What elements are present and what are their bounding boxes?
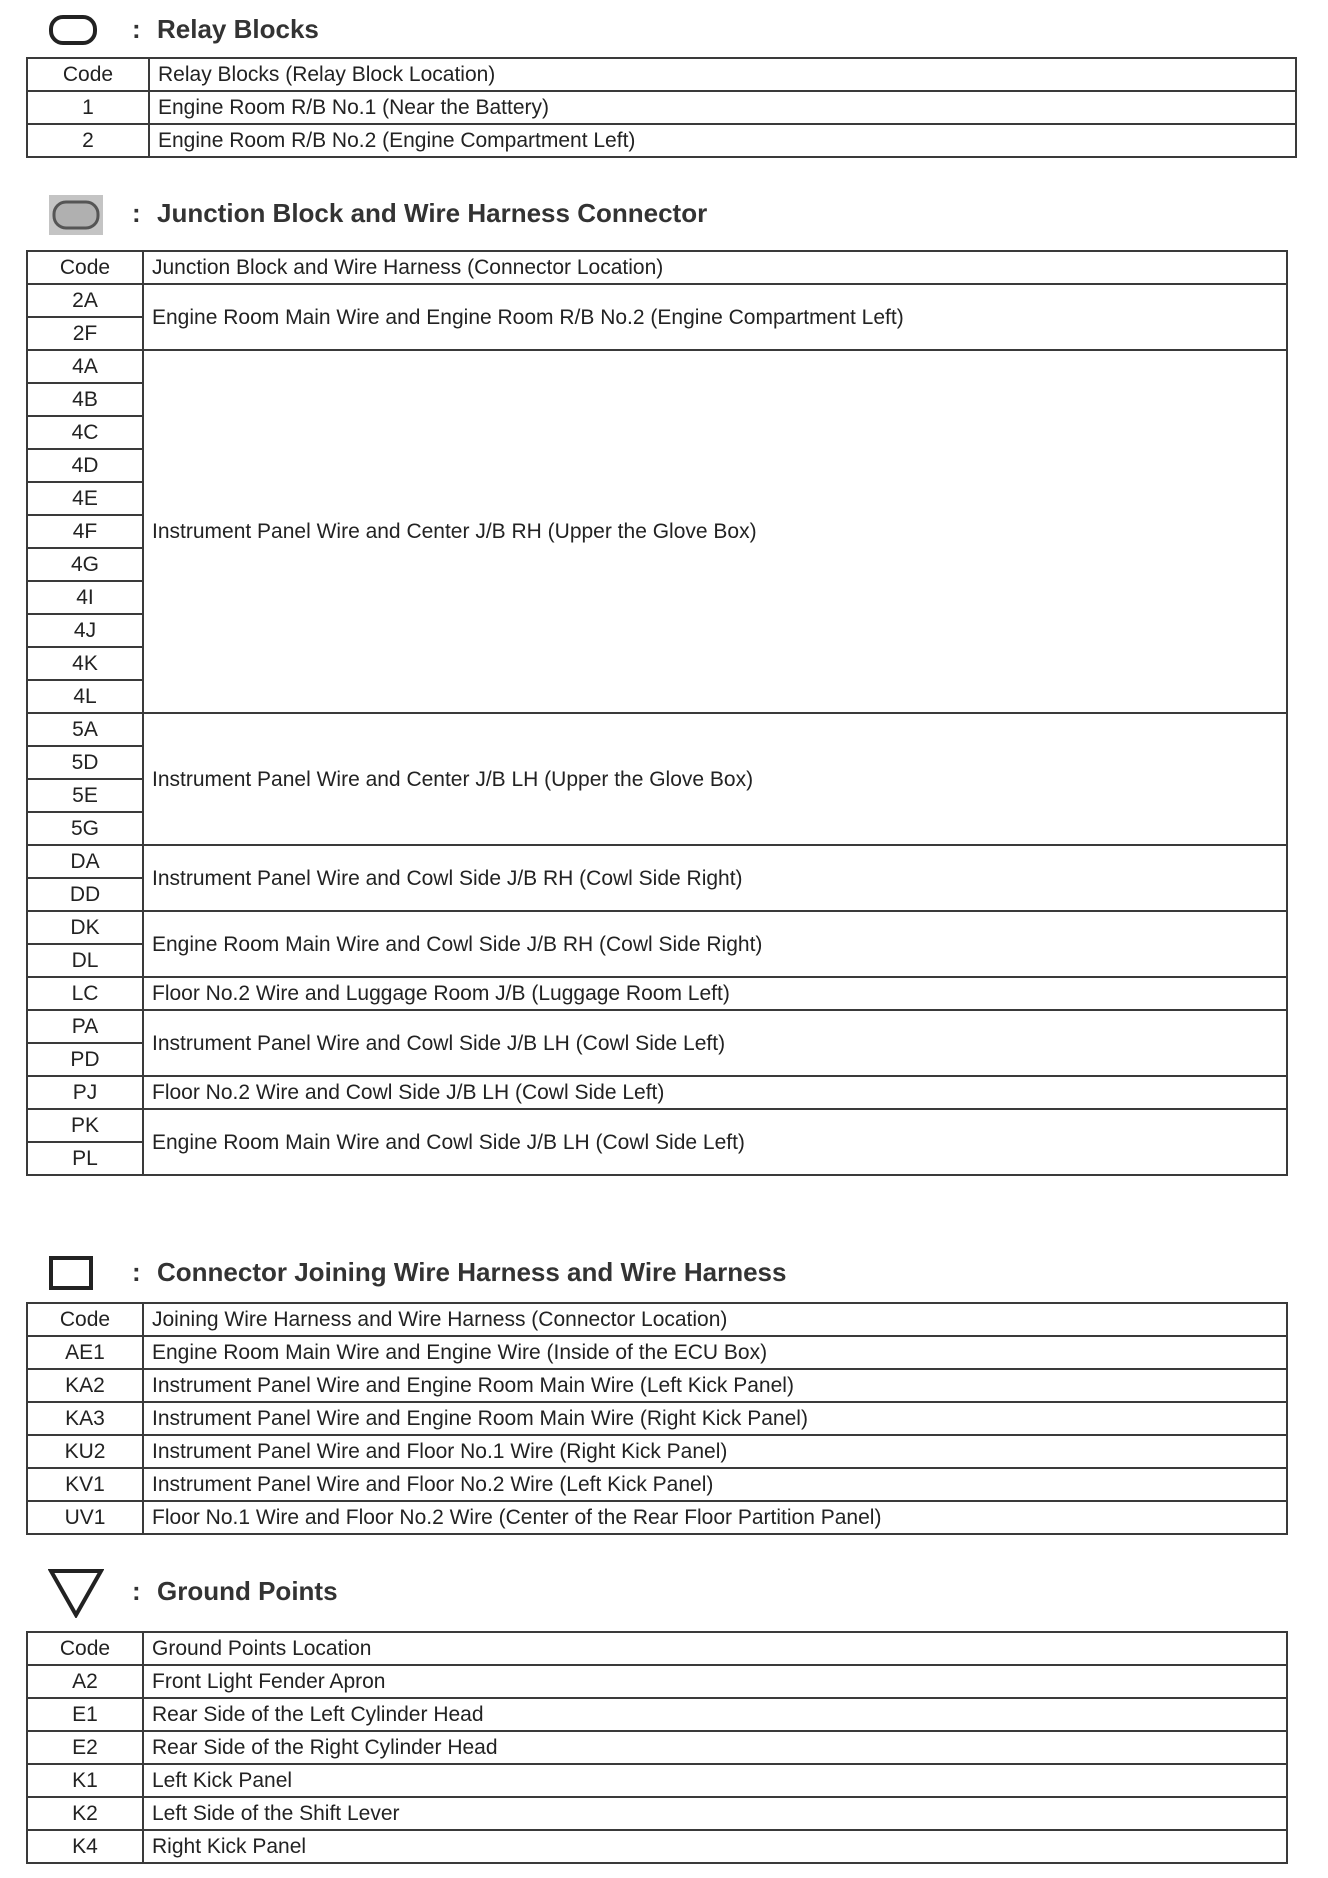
- rounded-rectangle-outline-icon: [48, 14, 98, 46]
- code-cell: 5E: [27, 779, 143, 812]
- code-cell: 5A: [27, 713, 143, 746]
- code-cell: UV1: [27, 1501, 143, 1534]
- description-cell: Instrument Panel Wire and Engine Room Main Wire (Left Kick Panel): [143, 1369, 1287, 1402]
- table-row: [27, 1336, 1287, 1369]
- square-outline-icon: [48, 1255, 94, 1291]
- table-row: [27, 977, 1287, 1010]
- table-row: [27, 1468, 1287, 1501]
- junction-block-table: [26, 250, 1288, 1176]
- shaded-rounded-rectangle-icon: [48, 194, 104, 236]
- table-header-row: [27, 58, 1296, 91]
- code-cell: PA: [27, 1010, 143, 1043]
- code-cell: AE1: [27, 1336, 143, 1369]
- table-row: [27, 284, 1287, 317]
- description-cell: Floor No.2 Wire and Cowl Side J/B LH (Cowl Side Left): [143, 1076, 1287, 1109]
- code-header: Code: [27, 1303, 143, 1336]
- table-row: [27, 1698, 1287, 1731]
- code-cell: 2: [27, 124, 149, 157]
- description-cell: Engine Room Main Wire and Engine Room R/B No.2 (Engine Compartment Left): [143, 284, 1287, 350]
- description-header: Ground Points Location: [143, 1632, 1287, 1665]
- code-cell: 4C: [27, 416, 143, 449]
- table-row: [27, 350, 1287, 383]
- table-row: [27, 845, 1287, 878]
- description-cell: Engine Room Main Wire and Cowl Side J/B RH (Cowl Side Right): [143, 911, 1287, 977]
- code-cell: DK: [27, 911, 143, 944]
- code-cell: DL: [27, 944, 143, 977]
- description-cell: Rear Side of the Left Cylinder Head: [143, 1698, 1287, 1731]
- description-cell: Instrument Panel Wire and Floor No.2 Wire (Left Kick Panel): [143, 1468, 1287, 1501]
- table-row: [27, 1830, 1287, 1863]
- code-cell: KA3: [27, 1402, 143, 1435]
- description-cell: Engine Room Main Wire and Engine Wire (Inside of the ECU Box): [143, 1336, 1287, 1369]
- description-cell: Floor No.1 Wire and Floor No.2 Wire (Center of the Rear Floor Partition Panel): [143, 1501, 1287, 1534]
- table-row: [27, 1076, 1287, 1109]
- code-cell: K2: [27, 1797, 143, 1830]
- description-cell: Left Kick Panel: [143, 1764, 1287, 1797]
- ground-points-table: [26, 1631, 1288, 1864]
- table-header-row: [27, 1632, 1287, 1665]
- code-cell: KA2: [27, 1369, 143, 1402]
- code-cell: E2: [27, 1731, 143, 1764]
- description-cell: Front Light Fender Apron: [143, 1665, 1287, 1698]
- code-cell: PK: [27, 1109, 143, 1142]
- table-header-row: [27, 251, 1287, 284]
- code-cell: DD: [27, 878, 143, 911]
- code-cell: 4J: [27, 614, 143, 647]
- code-header: Code: [27, 251, 143, 284]
- table-row: [27, 1665, 1287, 1698]
- code-cell: LC: [27, 977, 143, 1010]
- code-cell: K1: [27, 1764, 143, 1797]
- code-cell: 4L: [27, 680, 143, 713]
- description-cell: Rear Side of the Right Cylinder Head: [143, 1731, 1287, 1764]
- code-cell: PL: [27, 1142, 143, 1175]
- description-cell: Instrument Panel Wire and Cowl Side J/B LH (Cowl Side Left): [143, 1010, 1287, 1076]
- code-cell: 2A: [27, 284, 143, 317]
- description-cell: Engine Room R/B No.1 (Near the Battery): [149, 91, 1296, 124]
- table-row: [27, 1010, 1287, 1043]
- code-cell: 5D: [27, 746, 143, 779]
- code-cell: 4I: [27, 581, 143, 614]
- connector-colon: :: [132, 1257, 141, 1287]
- code-header: Code: [27, 1632, 143, 1665]
- code-cell: KV1: [27, 1468, 143, 1501]
- description-header: Joining Wire Harness and Wire Harness (Connector Location): [143, 1303, 1287, 1336]
- description-cell: Right Kick Panel: [143, 1830, 1287, 1863]
- code-cell: PJ: [27, 1076, 143, 1109]
- description-cell: Left Side of the Shift Lever: [143, 1797, 1287, 1830]
- table-row: [27, 713, 1287, 746]
- table-row: [27, 124, 1296, 157]
- code-cell: 4F: [27, 515, 143, 548]
- connector-table: [26, 1302, 1288, 1535]
- code-cell: 4A: [27, 350, 143, 383]
- code-cell: KU2: [27, 1435, 143, 1468]
- table-row: [27, 1402, 1287, 1435]
- description-cell: Instrument Panel Wire and Engine Room Main Wire (Right Kick Panel): [143, 1402, 1287, 1435]
- ground-points-title: Ground Points: [157, 1576, 338, 1606]
- junction-block-colon: :: [132, 198, 141, 228]
- description-header: Junction Block and Wire Harness (Connector Location): [143, 251, 1287, 284]
- description-cell: Instrument Panel Wire and Center J/B RH (Upper the Glove Box): [143, 350, 1287, 713]
- junction-block-title: Junction Block and Wire Harness Connector: [157, 198, 708, 228]
- relay-blocks-table: [26, 57, 1297, 158]
- code-cell: A2: [27, 1665, 143, 1698]
- table-row: [27, 1501, 1287, 1534]
- description-cell: Floor No.2 Wire and Luggage Room J/B (Luggage Room Left): [143, 977, 1287, 1010]
- code-header: Code: [27, 58, 149, 91]
- description-cell: Instrument Panel Wire and Cowl Side J/B RH (Cowl Side Right): [143, 845, 1287, 911]
- table-row: [27, 1764, 1287, 1797]
- table-row: [27, 1731, 1287, 1764]
- down-triangle-outline-icon: [48, 1568, 104, 1618]
- description-cell: Engine Room Main Wire and Cowl Side J/B LH (Cowl Side Left): [143, 1109, 1287, 1175]
- code-cell: 2F: [27, 317, 143, 350]
- table-row: [27, 1369, 1287, 1402]
- code-cell: DA: [27, 845, 143, 878]
- table-row: [27, 1109, 1287, 1142]
- relay-blocks-colon: :: [132, 14, 141, 44]
- table-row: [27, 911, 1287, 944]
- connector-title: Connector Joining Wire Harness and Wire Harness: [157, 1257, 787, 1287]
- code-cell: 4E: [27, 482, 143, 515]
- description-cell: Engine Room R/B No.2 (Engine Compartment Left): [149, 124, 1296, 157]
- code-cell: PD: [27, 1043, 143, 1076]
- description-header: Relay Blocks (Relay Block Location): [149, 58, 1296, 91]
- table-row: [27, 1797, 1287, 1830]
- description-cell: Instrument Panel Wire and Center J/B LH (Upper the Glove Box): [143, 713, 1287, 845]
- code-cell: 5G: [27, 812, 143, 845]
- relay-blocks-title: Relay Blocks: [157, 14, 319, 44]
- code-cell: 4B: [27, 383, 143, 416]
- code-cell: E1: [27, 1698, 143, 1731]
- table-row: [27, 91, 1296, 124]
- code-cell: 4D: [27, 449, 143, 482]
- table-header-row: [27, 1303, 1287, 1336]
- code-cell: 1: [27, 91, 149, 124]
- code-cell: 4K: [27, 647, 143, 680]
- code-cell: K4: [27, 1830, 143, 1863]
- description-cell: Instrument Panel Wire and Floor No.1 Wire (Right Kick Panel): [143, 1435, 1287, 1468]
- ground-points-colon: :: [132, 1576, 141, 1606]
- table-row: [27, 1435, 1287, 1468]
- code-cell: 4G: [27, 548, 143, 581]
